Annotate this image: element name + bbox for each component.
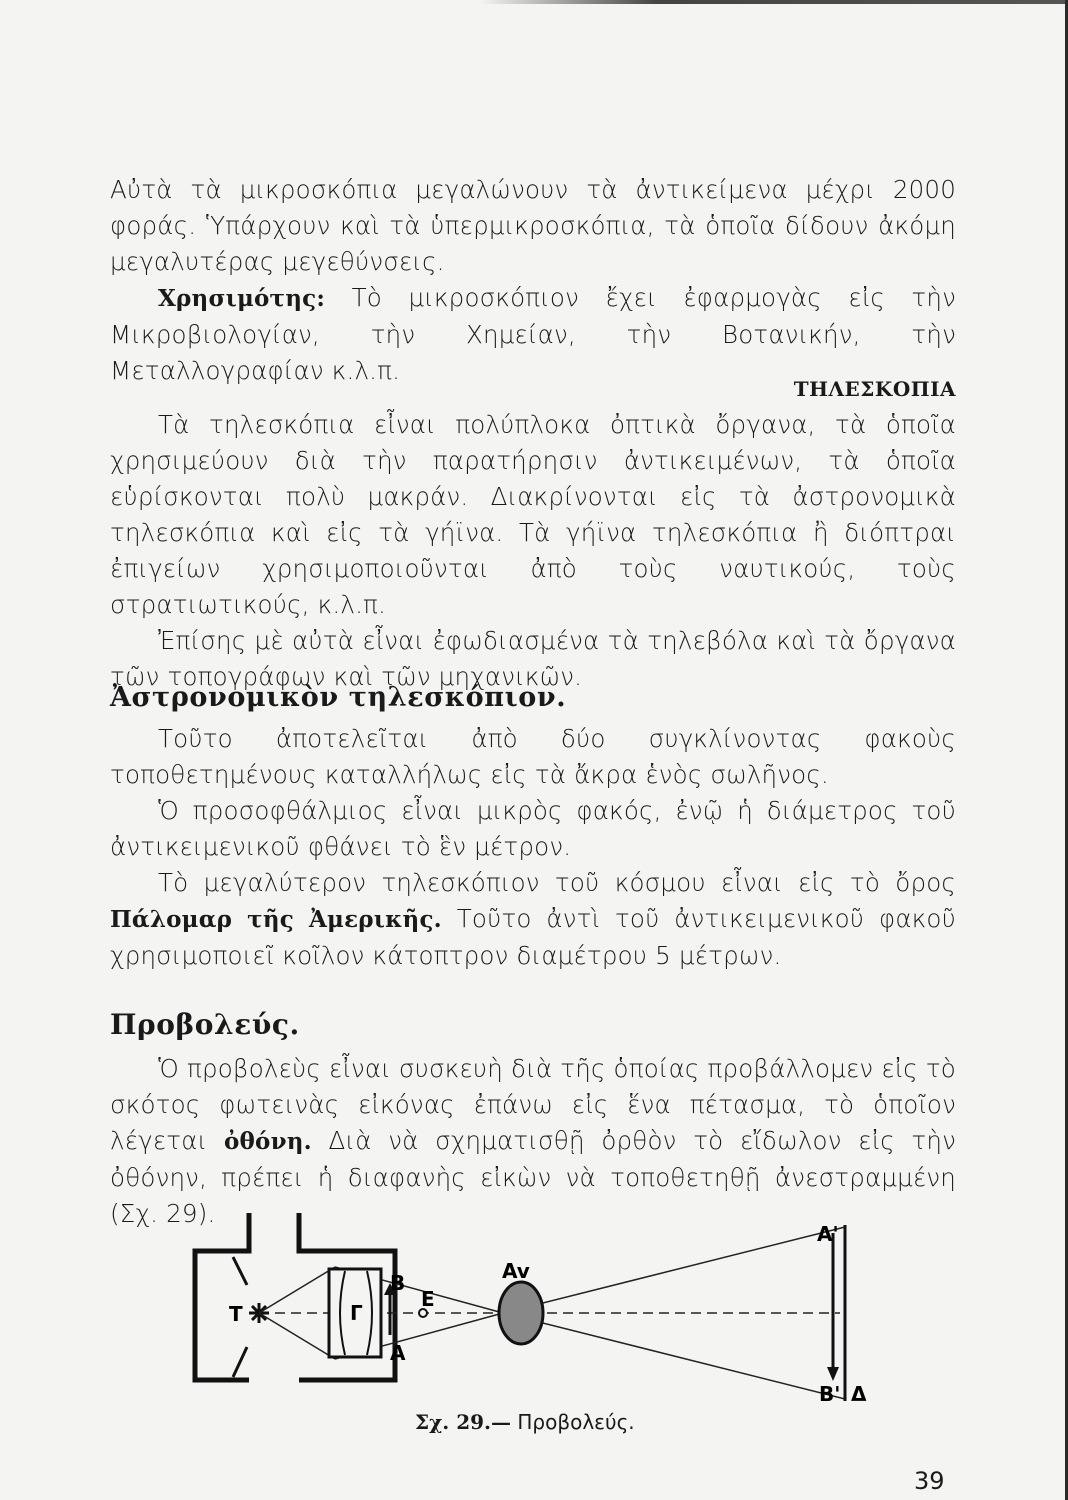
label-D: Δ	[851, 1382, 867, 1405]
label-A: A	[390, 1341, 406, 1365]
telescopes-paragraph-2: Ἐπίσης μὲ αὐτὰ εἶναι ἐφωδιασμένα τὰ τηλεβόλα καὶ τὰ ὄργανα τῶν τοπογράφων καὶ τῶν μηχανικῶν.	[110, 626, 956, 691]
label-B-prime: B'	[819, 1382, 841, 1405]
paragraph-microscope-magnification: Αὐτὰ τὰ μικροσκόπια μεγαλώνουν τὰ ἀντικείμενα μέχρι 2000 φοράς. Ὑπάρχουν καὶ τὰ ὑπερμικροσκόπια, τὰ ὁποῖα δίδουν ἀκόμη μεγαλυτέρας μεγεθύνσεις.	[110, 175, 956, 276]
projector-p-end: Διὰ νὰ σχηματισθῇ ὀρθὸν τὸ εἴδωλον εἰς τὴν ὀθόνην, πρέπει ἡ διαφανὴς εἰκὼν νὰ τοποθετηθῇ ἀνεστραμμένη (Σχ. 29).	[110, 1126, 956, 1228]
astro-paragraph-2: Ὁ προσοφθάλμιος εἶναι μικρὸς φακός, ἐνῷ ἡ διάμετρος τοῦ ἀντικειμενικοῦ φθάνει τὸ ἓν μέτρον.	[110, 796, 956, 861]
astro-paragraph-1: Τοῦτο ἀποτελεῖται ἀπὸ δύο συγκλίνοντας φακοὺς τοποθετημένους καταλλήλως εἰς τὰ ἄκρα ἑνὸς σωλῆνος.	[110, 724, 956, 789]
intro-block	[110, 172, 956, 389]
caption-text: Προβολεύς.	[517, 1410, 635, 1434]
astronomical-telescope-section	[110, 682, 956, 974]
caption-number: Σχ. 29.—	[415, 1410, 512, 1434]
label-A-prime: A'	[817, 1222, 839, 1246]
screen-bold: ὀθόνη.	[223, 1128, 312, 1155]
astronomical-telescope-heading: Ἀστρονομικὸν τηλεσκόπιον.	[110, 682, 567, 713]
top-edge-line	[480, 0, 1068, 4]
usage-label: Χρησιμότης:	[158, 285, 326, 312]
projector-p-start: Ὁ προβολεὺς εἶναι συσκευὴ διὰ τῆς ὁποίας προβάλλομεν εἰς τὸ σκότος φωτεινὰς εἰκόνας ἐπάνω εἰς ἕνα πέτασμα, τὸ ὁποῖον λέγεται	[110, 1054, 956, 1155]
label-B: B	[390, 1271, 406, 1295]
objective-lens	[499, 1282, 543, 1344]
projector-heading: Προβολεύς.	[110, 1008, 300, 1041]
telescopes-heading: ΤΗΛΕΣΚΟΠΙΑ	[793, 377, 956, 401]
projector-diagram	[185, 1205, 885, 1405]
telescopes-section	[110, 377, 956, 695]
paragraph-usage	[110, 280, 956, 389]
projector-section	[110, 1008, 956, 1232]
astro-p3-start: Τὸ μεγαλύτερον τηλεσκόπιον τοῦ κόσμου εἶναι εἰς τὸ ὄρος	[158, 868, 956, 897]
image-arrow-head	[827, 1367, 839, 1381]
label-E: E	[421, 1287, 435, 1311]
telescopes-paragraph-1: Τὰ τηλεσκόπια εἶναι πολύπλοκα ὀπτικὰ ὄργανα, τὰ ὁποῖα χρησιμεύουν διὰ τὴν παρατήρησιν ἀντικειμένων, τὰ ὁποῖα εὑρίσκονται πολὺ μακράν. Διακρίνονται εἰς τὰ ἀστρονομικὰ τηλεσκόπια καὶ εἰς τὰ γήϊνα. Τὰ γήϊνα τηλεσκόπια ἢ διόπτραι ἐπιγείων χρησιμοποιοῦνται ἀπὸ τοὺς ναυτικούς, τοὺς στρατιωτικούς, κ.λ.π.	[110, 410, 956, 619]
reflector-top	[233, 1257, 247, 1285]
reflector-bottom	[233, 1347, 247, 1377]
palomar-bold: Πάλομαρ τῆς Ἀμερικῆς.	[110, 906, 442, 933]
label-G: Γ	[350, 1301, 363, 1325]
page-number: 39	[914, 1467, 945, 1495]
usage-text: Τὸ μικροσκόπιον ἔχει ἐφαρμογὰς εἰς τὴν Μικροβιολογίαν, τὴν Χημείαν, τὴν Βοτανικήν, τὴν Μεταλλογραφίαν κ.λ.π.	[110, 283, 956, 385]
label-Av: Av	[502, 1259, 530, 1283]
figure-caption	[415, 1410, 635, 1434]
astro-p3-end: Τοῦτο ἀντὶ τοῦ ἀντικειμενικοῦ φακοῦ χρησιμοποιεῖ κοῖλον κάτοπτρον διαμέτρου 5 μέτρων.	[110, 904, 957, 970]
label-T: T	[229, 1302, 243, 1326]
astro-paragraph-3	[110, 865, 956, 974]
